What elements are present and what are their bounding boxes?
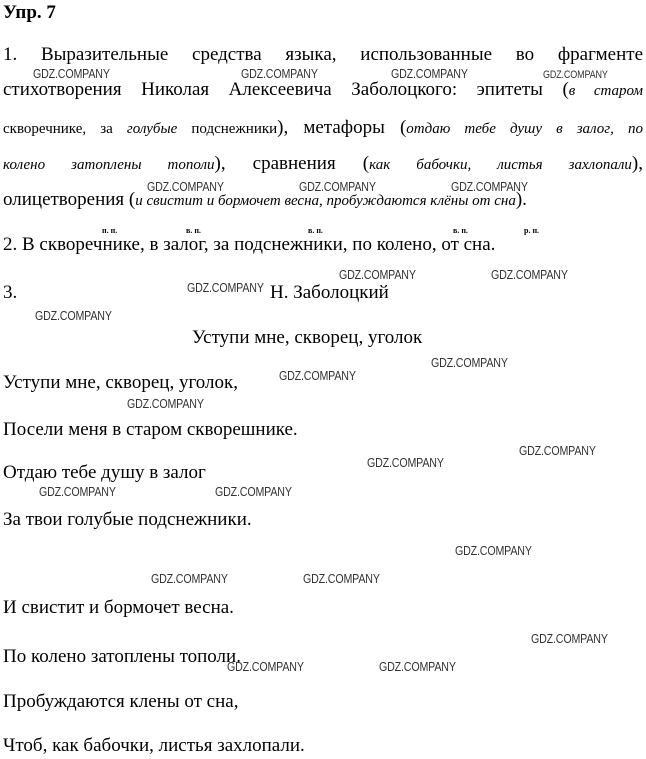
paragraph-1-line-3: скворечнике, за голубые подснежники), метафоры (отдаю тебе душу в залог, по bbox=[3, 117, 643, 138]
paragraph-1-line-2: стихотворения Николая Алексеевича Заболоцкого: эпитеты (в старом bbox=[3, 79, 644, 100]
paragraph-1-line-5: олицетворения (и свистит и бормочет весна, пробуждаются клёны от сна). bbox=[3, 189, 527, 210]
case-label: в. п. bbox=[308, 226, 323, 235]
watermark-text: GDZ.COMPANY bbox=[531, 631, 608, 646]
watermark-text: GDZ.COMPANY bbox=[35, 308, 112, 323]
poem-line: За твои голубые подснежники. bbox=[3, 509, 252, 530]
watermark-text: GDZ.COMPANY bbox=[379, 659, 456, 674]
poem-line: И свистит и бормочет весна. bbox=[3, 597, 234, 618]
watermark-text: GDZ.COMPANY bbox=[127, 396, 204, 411]
watermark-text: GDZ.COMPANY bbox=[151, 571, 228, 586]
case-label: в. п. bbox=[453, 226, 468, 235]
watermark-text: GDZ.COMPANY bbox=[339, 267, 416, 282]
poem-line: Чтоб, как бабочки, листья захлопали. bbox=[3, 735, 305, 756]
watermark-text: GDZ.COMPANY bbox=[187, 280, 264, 295]
watermark-text: GDZ.COMPANY bbox=[227, 659, 304, 674]
watermark-text: GDZ.COMPANY bbox=[299, 179, 376, 194]
watermark-text: GDZ.COMPANY bbox=[543, 69, 608, 81]
poem-line: По колено затоплены тополи. bbox=[3, 646, 241, 667]
case-label: в. п. bbox=[186, 226, 201, 235]
paragraph-2: 2. В скворечнике, в залог, за подснежники, по колено, от сна. bbox=[3, 234, 496, 255]
poem-author: Н. Заболоцкий bbox=[270, 282, 389, 303]
paragraph-1-line-4: колено затоплены тополи), сравнения (как бабочки, листья захлопали), bbox=[3, 153, 643, 174]
watermark-text: GDZ.COMPANY bbox=[279, 368, 356, 383]
case-label: п. п. bbox=[102, 226, 118, 235]
paragraph-3-number: 3. bbox=[3, 282, 18, 303]
watermark-text: GDZ.COMPANY bbox=[367, 455, 444, 470]
watermark-text: GDZ.COMPANY bbox=[451, 179, 528, 194]
watermark-text: GDZ.COMPANY bbox=[491, 267, 568, 282]
watermark-text: GDZ.COMPANY bbox=[455, 543, 532, 558]
poem-line: Пробуждаются клены от сна, bbox=[3, 691, 239, 712]
poem-line: Уступи мне, скворец, уголок, bbox=[3, 372, 239, 393]
watermark-text: GDZ.COMPANY bbox=[391, 66, 468, 81]
watermark-text: GDZ.COMPANY bbox=[303, 571, 380, 586]
watermark-text: GDZ.COMPANY bbox=[147, 179, 224, 194]
paragraph-1-line-1: 1. Выразительные средства языка, использованные во фрагменте bbox=[3, 44, 643, 65]
poem-title: Уступи мне, скворец, уголок bbox=[192, 327, 423, 348]
watermark-text: GDZ.COMPANY bbox=[39, 484, 116, 499]
case-label: р. п. bbox=[524, 226, 540, 235]
watermark-text: GDZ.COMPANY bbox=[33, 66, 110, 81]
watermark-text: GDZ.COMPANY bbox=[431, 355, 508, 370]
exercise-heading: Упр. 7 bbox=[3, 2, 56, 23]
watermark-text: GDZ.COMPANY bbox=[241, 66, 318, 81]
watermark-text: GDZ.COMPANY bbox=[215, 484, 292, 499]
poem-line: Посели меня в старом скворешнике. bbox=[3, 419, 298, 440]
poem-line: Отдаю тебе душу в залог bbox=[3, 462, 206, 483]
watermark-text: GDZ.COMPANY bbox=[519, 443, 596, 458]
